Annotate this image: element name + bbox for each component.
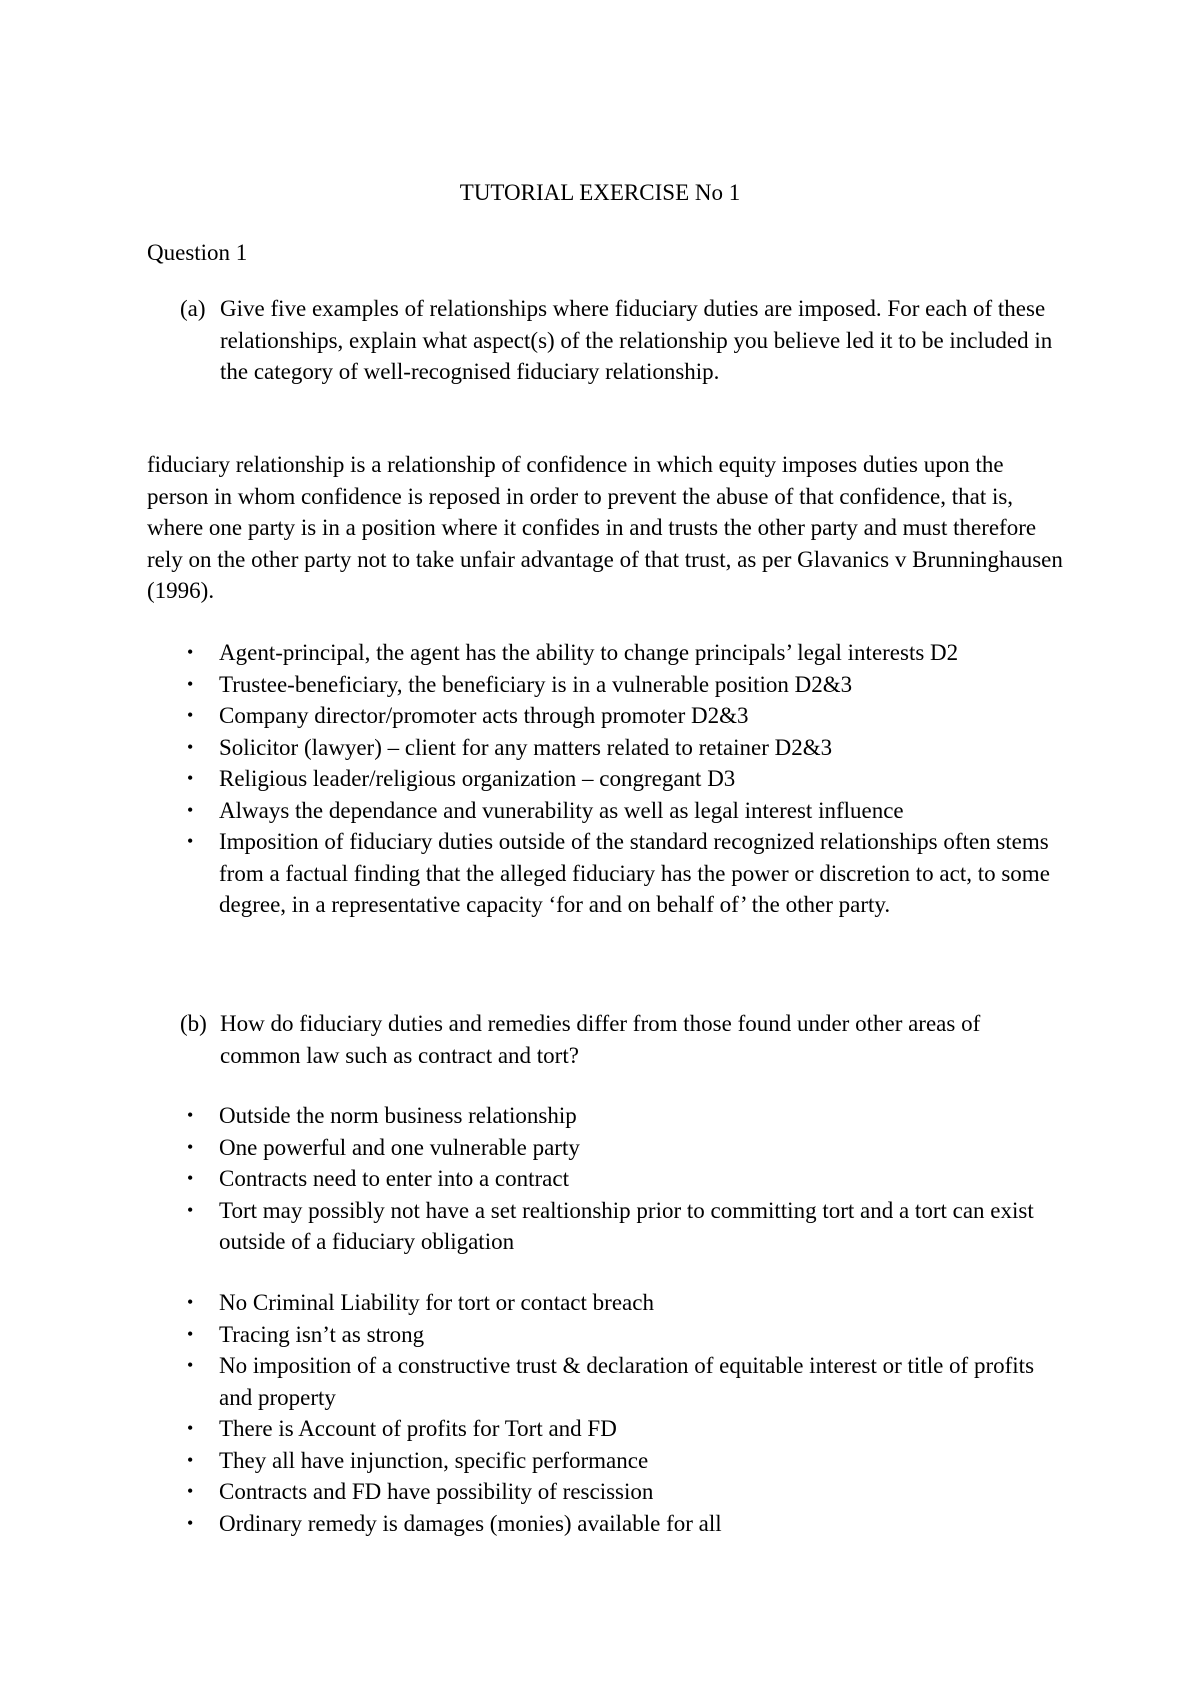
bullet-icon: •	[187, 673, 194, 694]
part-b-question	[180, 1008, 1060, 1071]
list-item-text: Agent-principal, the agent has the ability to change principals’ legal interests D2	[219, 640, 959, 665]
list-item	[147, 1100, 1067, 1132]
bullet-icon: •	[187, 768, 194, 788]
list-item-text: Always the dependance and vunerability as well as legal interest influence	[219, 797, 904, 823]
list-item	[147, 1319, 1067, 1351]
list-item	[147, 700, 1067, 732]
list-item	[147, 1195, 1067, 1258]
bullet-icon: •	[187, 1136, 194, 1157]
list-item	[147, 763, 1067, 795]
definition-paragraph: fiduciary relationship is a relationship of confidence in which equity imposes duties upon the person in whom confidence is reposed in order to prevent the abuse of that confidence, that is, where one party is in a position where it confides in and trusts the other party and must therefore rely on the other party not to take unfair advantage of that trust, as per Glavanics v Brunninghausen (1996).	[147, 452, 1063, 603]
list-item	[147, 1163, 1067, 1195]
bullet-icon: •	[187, 1323, 194, 1344]
part-b-text: How do fiduciary duties and remedies differ from those found under other areas of common law such as contract and tort?	[220, 1011, 981, 1068]
bullet-icon: •	[187, 1292, 194, 1312]
list-item	[147, 1445, 1067, 1477]
question-heading: Question 1	[147, 240, 248, 265]
bullet-icon: •	[187, 1199, 194, 1220]
list-item	[147, 1132, 1067, 1164]
list-item	[147, 1287, 1067, 1319]
list-item-text: Company director/promoter acts through promoter D2&3	[219, 703, 749, 728]
list-item	[147, 637, 1067, 669]
list-item-text: Imposition of fiduciary duties outside of the standard recognized relationships often stems from a factual finding that the alleged fiduciary has the power or discretion to act, to some degree, in a representative capacity ‘for and on behalf of’ the other party.	[219, 829, 1050, 917]
list-item-text: Trustee-beneficiary, the beneficiary is in a vulnerable position D2&3	[219, 671, 853, 697]
part-b-bullet-list-1	[147, 1100, 1067, 1258]
bullet-icon: •	[187, 705, 194, 725]
bullet-icon: •	[187, 831, 194, 851]
bullet-icon: •	[187, 1168, 194, 1188]
part-a-question	[180, 293, 1060, 388]
list-item-text: Solicitor (lawyer) – client for any matters related to retainer D2&3	[219, 734, 833, 760]
bullet-icon: •	[187, 1105, 194, 1125]
list-item-text: No imposition of a constructive trust & declaration of equitable interest or title of profits and property	[219, 1353, 1035, 1410]
list-item-text: Religious leader/religious organization – congregant D3	[219, 766, 736, 791]
bullet-icon: •	[187, 1481, 194, 1501]
bullet-icon: •	[187, 1512, 194, 1533]
bullet-icon: •	[187, 736, 194, 757]
bullet-icon: •	[187, 1449, 194, 1470]
part-b-marker: (b)	[180, 1011, 207, 1036]
list-item-text: One powerful and one vulnerable party	[219, 1134, 580, 1160]
part-a-marker: (a)	[180, 296, 206, 321]
list-item	[147, 826, 1067, 921]
bullet-icon: •	[187, 1418, 194, 1438]
list-item	[147, 1476, 1067, 1508]
part-b-bullet-list-2	[147, 1287, 1067, 1539]
list-item-text: Tort may possibly not have a set realtionship prior to committing tort and a tort can exist outside of a fiduciary obligation	[219, 1197, 1034, 1254]
page-title: TUTORIAL EXERCISE No 1	[459, 180, 741, 205]
list-item-text: Contracts need to enter into a contract	[219, 1166, 569, 1191]
bullet-icon: •	[187, 799, 194, 820]
part-a-text: Give five examples of relationships where fiduciary duties are imposed. For each of these relationships, explain what aspect(s) of the relationship you believe led it to be included in the category of well-recognised fiduciary relationship.	[220, 296, 1053, 384]
list-item	[147, 1508, 1067, 1540]
list-item-text: No Criminal Liability for tort or contact breach	[219, 1290, 654, 1315]
list-item-text: Outside the norm business relationship	[219, 1103, 577, 1128]
list-item-text: There is Account of profits for Tort and FD	[219, 1416, 617, 1441]
bullet-icon: •	[187, 642, 194, 662]
bullet-icon: •	[187, 1355, 194, 1375]
list-item-text: Contracts and FD have possibility of rescission	[219, 1479, 654, 1504]
list-item-text: They all have injunction, specific performance	[219, 1447, 649, 1473]
list-item	[147, 669, 1067, 701]
list-item	[147, 1350, 1067, 1413]
part-a-bullet-list	[147, 637, 1067, 921]
list-item-text: Tracing isn’t as strong	[219, 1321, 425, 1347]
list-item	[147, 795, 1067, 827]
list-item	[147, 1413, 1067, 1445]
list-item-text: Ordinary remedy is damages (monies) available for all	[219, 1510, 722, 1536]
list-item	[147, 732, 1067, 764]
